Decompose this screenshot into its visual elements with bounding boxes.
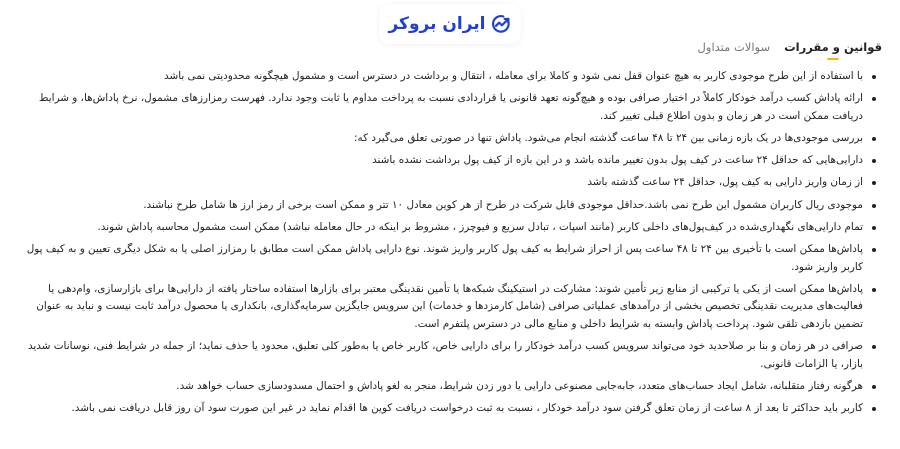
header [0, 0, 900, 40]
growth-chart-logo-icon [490, 13, 512, 35]
rule-item: بررسی موجودی‌ها در یک بازه زمانی بین ۲۴ تا ۴۸ ساعت گذشته انجام می‌شود. پاداش تنها در صورتی تعلق می‌گیرد که: [8, 130, 882, 148]
rule-item: تمام دارایی‌های نگهداری‌شده در کیف‌پول‌های داخلی کاربر (مانند اسپات ، تبادل سریع و فیوچرز ، مشروط بر اینکه در حال معامله نباشد) ممکن است مشمول محاسبه پاداش شوند. [8, 219, 882, 237]
logo-text: ایران بروکر [388, 14, 486, 34]
rule-item: کاربر باید حداکثر تا بعد از ۸ ساعت از زمان تعلق گرفتن سود درآمد خودکار ، نسبت به ثبت درخواست دریافت کوین ها اقدام نماید در غیر این صورت سود آن روز قابل دریافت نمی باشد. [8, 400, 882, 418]
logo[interactable] [379, 4, 521, 44]
rule-item: موجودی ریال کاربران مشمول این طرح نمی باشد.حداقل موجودی قابل شرکت در طرح از هر کوین معادل ۱۰ تتر و ممکن است برخی از رمز ارز ها شامل طرح نباشند. [8, 197, 882, 215]
rules-list [8, 68, 882, 418]
rule-item: پاداش‌ها ممکن است از یکی یا ترکیبی از منابع زیر تأمین شوند: مشارکت در استیکینگ شبکه‌ها یا تأمین نقدینگی معتبر برای بازارها استفاده ساختار یافته از دارایی‌ها برای بازارسازی، وام‌دهی یا فعالیت‌های مدیریت نقدینگی تخصیص بخشی از درآمدهای عملیاتی صرافی (شامل کارمزدها و خدمات) این سرویس جایگزین سرمایه‌گذاری، بانکداری یا محصول درآمد ثابت نیست و نباید به عنوان تضمین بازدهی تلقی شود. پرداخت پاداش وابسته به شرایط داخلی و منابع مالی در دسترس پلتفرم است. [8, 281, 882, 334]
rule-item: صرافی در هر زمان و بنا بر صلاحدید خود می‌تواند سرویس کسب درآمد خودکار را برای دارایی خاص، کاربر خاص یا به‌طور کلی تعلیق، محدود یا حذف نماید؛ از جمله در شرایط فنی، نوسانات شدید بازار، یا الزامات قانونی. [8, 338, 882, 373]
rule-item: ارائه پاداش کسب درآمد خودکار کاملاً در اختیار صرافی بوده و هیچ‌گونه تعهد قانونی یا قراردادی نسبت به پرداخت مداوم یا ثابت وجود ندارد. فهرست رمزارزهای مشمول، نرخ پاداش‌ها، و شرایط دریافت ممکن است در هر زمان و بدون اطلاع قبلی تغییر کند. [8, 90, 882, 125]
rule-item: با استفاده از این طرح موجودی کاربر به هیچ عنوان قفل نمی شود و کاملا برای معامله ، انتقال و برداشت در دسترس است و مشمول هیچگونه محدودیتی نمی باشد [8, 68, 882, 86]
rule-item: هرگونه رفتار متقلبانه، شامل ایجاد حساب‌های متعدد، جابه‌جایی مصنوعی دارایی یا دور زدن شرایط، منجر به لغو پاداش و احتمال مسدودسازی حساب خواهد شد. [8, 378, 882, 396]
tab-rules[interactable]: قوانین و مقررات [784, 40, 882, 60]
tab-bar [698, 40, 882, 64]
rule-item: پاداش‌ها ممکن است با تأخیری بین ۲۴ تا ۴۸ ساعت پس از احراز شرایط به کیف پول کاربر واریز شوند. نوع دارایی پاداش ممکن است مطابق با رمزارز اصلی یا به شکل دیگری تعیین و به کیف پول کاربر واریز شود. [8, 241, 882, 276]
rule-item: دارایی‌هایی که حداقل ۲۴ ساعت در کیف پول بدون تغییر مانده باشد و در این بازه از کیف پول برداشت نشده باشند [8, 152, 882, 170]
rules-content [8, 68, 882, 422]
tab-faq[interactable]: سوالات متداول [697, 40, 771, 54]
rule-item: از زمان واریز دارایی به کیف پول، حداقل ۲۴ ساعت گذشته باشد [8, 174, 882, 192]
